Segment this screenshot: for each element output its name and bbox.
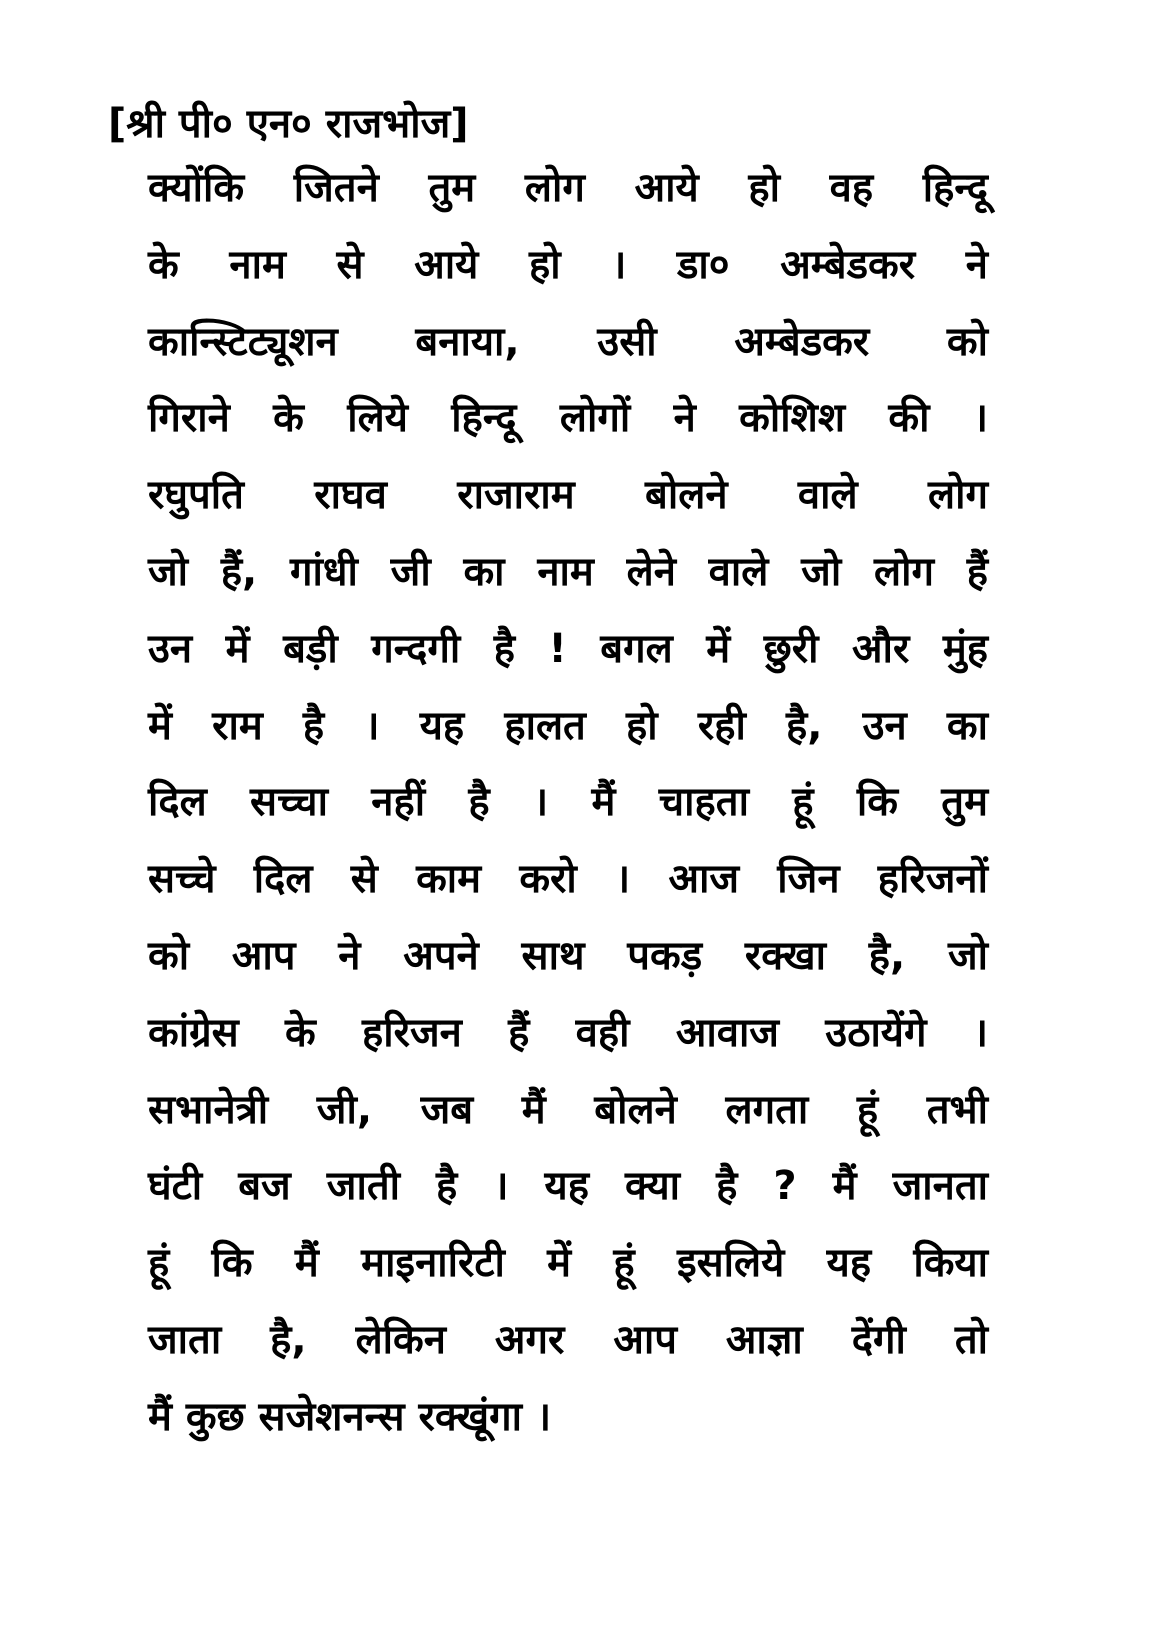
text-line: कांग्रेस के हरिजन हैं वही आवाज उठायेंगे ।	[148, 1009, 988, 1056]
text-line: को आप ने अपने साथ पकड़ रक्खा है, जो	[148, 932, 988, 979]
text-line: जाता है, लेकिन अगर आप आज्ञा देंगी तो	[148, 1316, 988, 1363]
speech-paragraph	[148, 150, 988, 1456]
text-line: हूं कि मैं माइनारिटी में हूं इसलिये यह किया	[148, 1240, 988, 1287]
text-line: घंटी बज जाती है । यह क्या है ? मैं जानता	[148, 1163, 988, 1210]
text-line: रघुपति राघव राजाराम बोलने वाले लोग	[148, 472, 988, 519]
text-line: क्योंकि जितने तुम लोग आये हो वह हिन्दू	[148, 165, 988, 211]
text-line: दिल सच्चा नहीं है । मैं चाहता हूं कि तुम	[148, 779, 988, 826]
text-line: सभानेत्री जी, जब मैं बोलने लगता हूं तभी	[148, 1086, 988, 1133]
text-line: में राम है । यह हालत हो रही है, उन का	[148, 702, 988, 749]
text-line: मैं कुछ सजेशनन्स रक्खूंगा ।	[148, 1393, 552, 1440]
text-line: के नाम से आये हो । डा० अम्बेडकर ने	[148, 241, 988, 288]
text-line: सच्चे दिल से काम करो । आज जिन हरिजनों	[148, 856, 988, 903]
speaker-heading: [श्री पी० एन० राजभोज]	[108, 101, 469, 147]
text-line: जो हैं, गांधी जी का नाम लेने वाले जो लोग हैं	[148, 548, 988, 595]
text-line: गिराने के लिये हिन्दू लोगों ने कोशिश की ।	[148, 395, 988, 442]
text-line: उन में बड़ी गन्दगी है ! बगल में छुरी और मुंह	[148, 625, 988, 672]
text-line: कान्स्टिट्यूशन बनाया, उसी अम्बेडकर को	[148, 318, 988, 365]
